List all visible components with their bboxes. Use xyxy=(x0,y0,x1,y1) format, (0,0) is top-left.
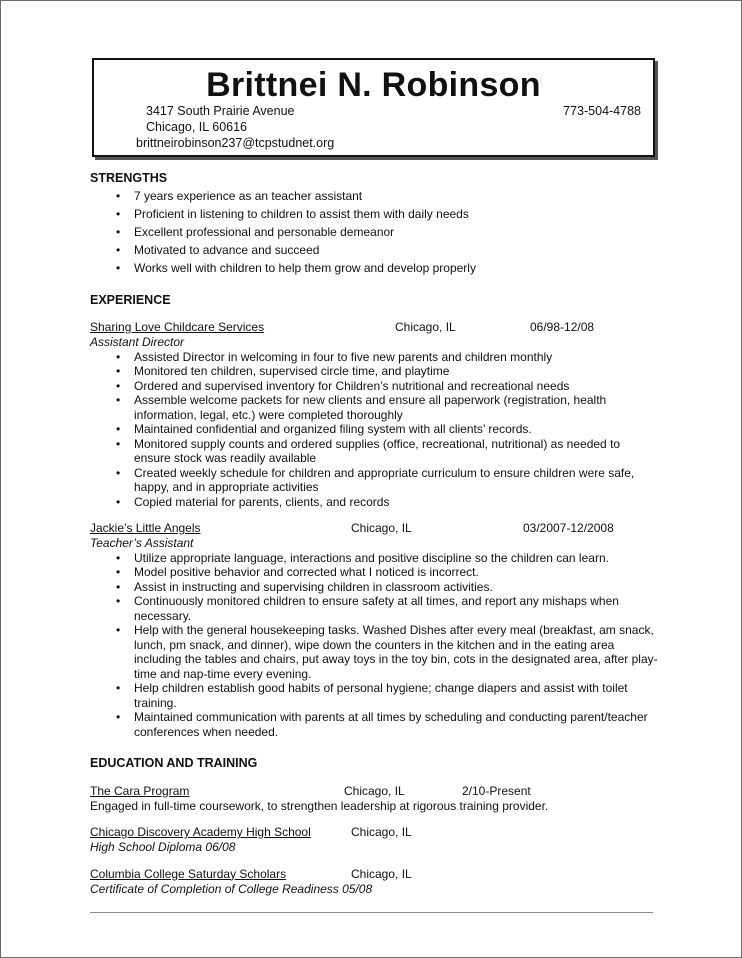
list-item: • Continuously monitored children to ensure safety at all times, and report any mishaps when necessary. xyxy=(90,594,660,623)
list-item: • Monitored ten children, supervised circle time, and playtime xyxy=(90,364,660,379)
list-item: • Motivated to advance and succeed xyxy=(90,243,660,258)
address-line-2: Chicago, IL 60616 xyxy=(146,120,248,134)
list-item: • Assist in instructing and supervising children in classroom activities. xyxy=(90,580,660,595)
list-item: • Assisted Director in welcoming in four to five new parents and children monthly xyxy=(90,350,660,365)
resume-body xyxy=(90,171,660,896)
list-item: • Works well with children to help them grow and develop properly xyxy=(90,261,660,276)
list-item: • Copied material for parents, clients, and records xyxy=(90,495,660,510)
education-detail: Engaged in full-time coursework, to strengthen leadership at rigorous training provider. xyxy=(90,798,549,813)
list-item: • Model positive behavior and corrected what I noticed is incorrect. xyxy=(90,565,660,580)
job-dates: 06/98-12/08 xyxy=(530,320,595,334)
address-line-1: 3417 South Prairie Avenue xyxy=(146,104,295,118)
list-item: • Monitored supply counts and ordered supplies (office, recreational, nutritional) as needed to ensure stock was readily available xyxy=(90,437,660,466)
education-header xyxy=(90,784,660,799)
job-location: Chicago, IL xyxy=(395,320,456,334)
job-dates: 03/2007-12/2008 xyxy=(523,521,614,535)
header-box xyxy=(92,58,655,157)
strengths-section xyxy=(90,171,660,276)
education-location: Chicago, IL xyxy=(344,783,405,798)
list-item: • Assemble welcome packets for new clients and ensure all paperwork (registration, health information, legal, etc.) were completed thoroughly xyxy=(90,393,660,422)
experience-section xyxy=(90,293,660,740)
section-title-experience: EXPERIENCE xyxy=(90,292,171,307)
employer-name: Jackie’s Little Angels xyxy=(90,521,201,535)
education-entry xyxy=(90,867,660,897)
section-title-education: EDUCATION AND TRAINING xyxy=(90,756,258,770)
institution-name: Columbia College Saturday Scholars xyxy=(90,866,287,881)
list-item: • Help with the general housekeeping tasks. Washed Dishes after every meal (breakfast, am snack, lunch, pm snack, and dinner), wipe down the counters in the kitchen and in the eating area including the tables and chairs, put away toys in the toy bin, cots in the designated area, after play-time and nap-time every evening. xyxy=(90,623,660,681)
education-location: Chicago, IL xyxy=(351,825,412,839)
list-item: • Proficient in listening to children to assist them with daily needs xyxy=(90,207,660,222)
education-header xyxy=(90,825,660,840)
education-detail: High School Diploma 06/08 xyxy=(90,840,236,854)
duties-list xyxy=(90,551,660,740)
education-entry xyxy=(90,784,660,814)
job-entry xyxy=(90,521,660,739)
list-item: • Created weekly schedule for children and appropriate curriculum to ensure children were safe, happy, and in appropriate activities xyxy=(90,466,660,495)
education-detail: Certificate of Completion of College Readiness 05/08 xyxy=(90,881,373,896)
footer-divider xyxy=(90,912,653,913)
list-item: • Utilize appropriate language, interactions and positive discipline so the children can learn. xyxy=(90,551,660,566)
education-entry xyxy=(90,825,660,855)
job-title: Assistant Director xyxy=(90,335,185,349)
section-title-strengths: STRENGTHS xyxy=(90,171,168,185)
job-header xyxy=(90,521,660,536)
list-item: • Maintained communication with parents at all times by scheduling and conducting parent/teacher conferences when needed. xyxy=(90,710,660,739)
list-item: • Ordered and supervised inventory for Children’s nutritional and recreational needs xyxy=(90,379,660,394)
list-item: • Maintained confidential and organized filing system with all clients’ records. xyxy=(90,422,660,437)
job-title: Teacher’s Assistant xyxy=(90,536,194,550)
candidate-name: Brittnei N. Robinson xyxy=(206,66,541,104)
education-header xyxy=(90,867,660,882)
list-item: • Excellent professional and personable demeanor xyxy=(90,225,660,240)
institution-name: Chicago Discovery Academy High School xyxy=(90,825,311,839)
education-dates: 2/10-Present xyxy=(462,783,531,798)
list-item: • Help children establish good habits of personal hygiene; change diapers and assist with toilet training. xyxy=(90,681,660,710)
education-section xyxy=(90,756,660,896)
job-entry xyxy=(90,320,660,509)
strengths-list xyxy=(90,189,660,276)
education-location: Chicago, IL xyxy=(351,866,412,881)
institution-name: The Cara Program xyxy=(90,783,190,798)
job-location: Chicago, IL xyxy=(351,521,412,535)
job-header xyxy=(90,320,660,335)
email-address: brittneirobinson237@tcpstudnet.org xyxy=(136,136,335,150)
duties-list xyxy=(90,350,660,510)
phone-number: 773-504-4788 xyxy=(563,104,641,118)
employer-name: Sharing Love Childcare Services xyxy=(90,320,265,334)
list-item: • 7 years experience as an teacher assistant xyxy=(90,189,660,204)
